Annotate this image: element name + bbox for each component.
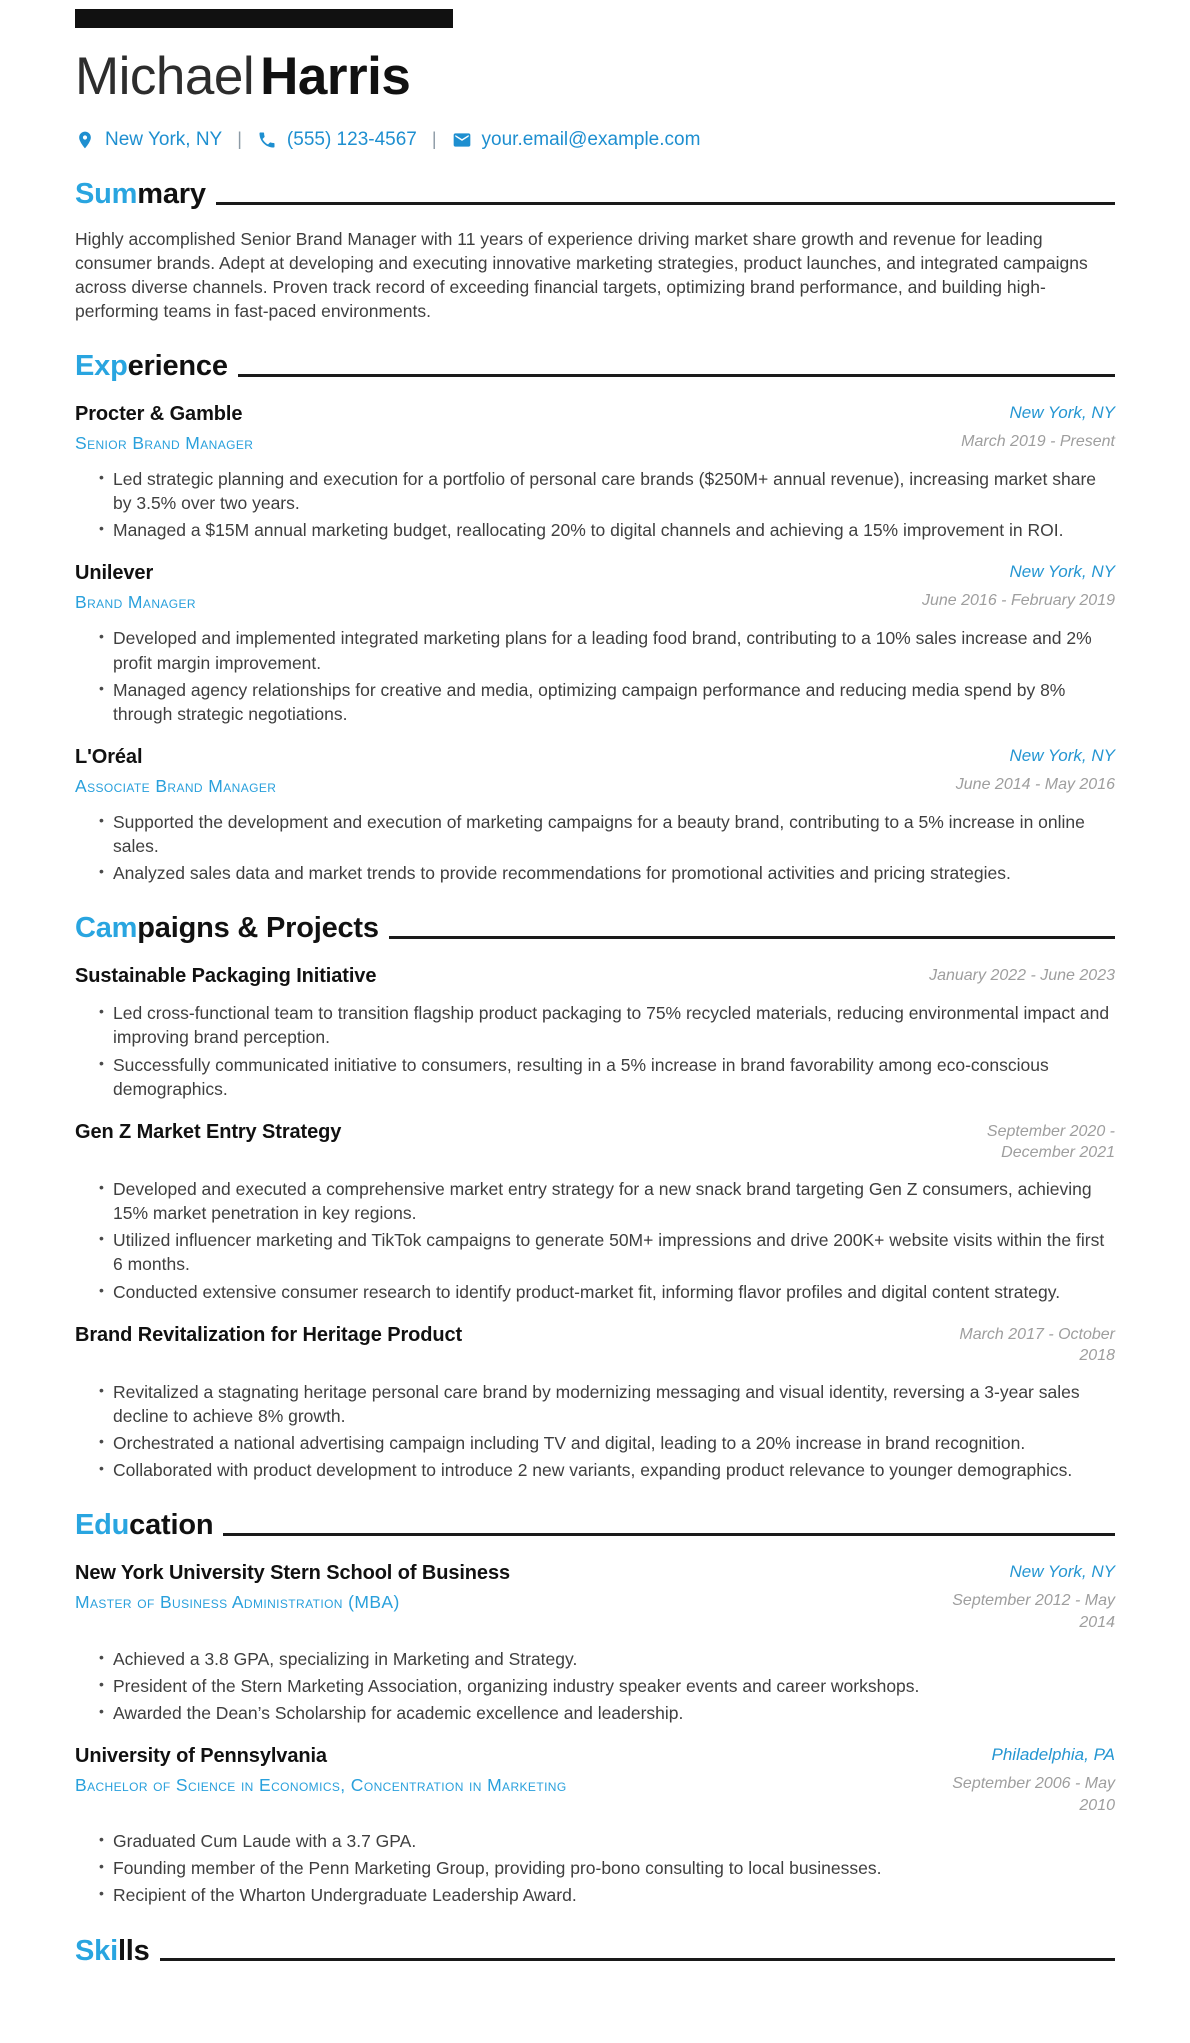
heading-accent: Sum (75, 177, 138, 210)
bullet-item: • Managed a $15M annual marketing budget, reallocating 20% to digital channels and achieving a 15% improvement in ROI. (113, 518, 1115, 542)
heading-rule (216, 202, 1115, 205)
contact-phone-text: (555) 123-4567 (286, 128, 417, 150)
bullet-item: • Collaborated with product development to introduce 2 new variants, expanding product relevance to younger demographics. (113, 1458, 1115, 1482)
heading-rest: erience (127, 350, 228, 383)
bullet-item: • Successfully communicated initiative to consumers, resulting in a 5% increase in brand favorability among eco-conscious demographics. (113, 1053, 1115, 1101)
contact-location (75, 129, 222, 151)
project-entry (75, 1324, 1115, 1483)
contact-row (75, 129, 1115, 151)
heading-rest: cation (129, 1509, 214, 1542)
entry-dates: September 2006 - May 2010 (952, 1774, 1115, 1814)
entry-dates: March 2019 - Present (961, 432, 1115, 450)
summary-paragraph: Highly accomplished Senior Brand Manager with 11 years of experience driving market share growth and revenue for leading consumer brands. Adept at developing and executing innovative marketing strategies, product launches, and integrated campaigns across diverse channels. Proven track record of exceeding financial targets, optimizing brand performance, and building high-performing teams in fast-paced environments. (75, 228, 1088, 321)
contact-separator: | (431, 129, 437, 150)
bullet-item: • Awarded the Dean’s Scholarship for academic excellence and leadership. (113, 1701, 1115, 1725)
school-name: New York University Stern School of Business (75, 1562, 510, 1585)
entry-dates: September 2020 - December 2021 (986, 1122, 1115, 1162)
bullet-list (75, 467, 1115, 542)
entry-location: New York, NY (1009, 1562, 1115, 1582)
bullet-item: • Supported the development and execution of marketing campaigns for a beauty brand, contributing to a 5% increase in online sales. (113, 810, 1115, 858)
heading-rest: mary (137, 177, 206, 210)
bullet-item: • Orchestrated a national advertising campaign including TV and digital, leading to a 20% increase in brand recognition. (113, 1431, 1115, 1455)
bullet-item: • Founding member of the Penn Marketing Group, providing pro-bono consulting to local businesses. (113, 1856, 1115, 1880)
contact-email-text: your.email@example.com (481, 128, 701, 150)
heading-accent: Edu (75, 1509, 130, 1542)
heading-accent: Cam (75, 912, 138, 945)
contact-separator: | (237, 129, 242, 150)
bullet-item: • Developed and executed a comprehensive market entry strategy for a new snack brand targeting Gen Z consumers, achieving 15% market penetration in key regions. (113, 1177, 1115, 1225)
bullet-list (75, 1177, 1115, 1304)
section-heading-experience (75, 351, 1115, 383)
experience-entry (75, 746, 1115, 885)
project-entry (75, 1121, 1115, 1304)
company-name: L'Oréal (75, 745, 143, 768)
person-name (75, 49, 1115, 105)
project-entry (75, 965, 1115, 1101)
school-name: University of Pennsylvania (75, 1744, 327, 1767)
education-entry (75, 1745, 1115, 1908)
bullet-item: • Utilized influencer marketing and TikTok campaigns to generate 50M+ impressions and drive 200K+ website visits within the first 6 months. (113, 1228, 1115, 1276)
bullet-list (75, 1647, 1115, 1725)
last-name: Harris (260, 47, 411, 106)
company-name: Procter & Gamble (75, 402, 243, 425)
top-accent-bar (75, 9, 453, 28)
project-title: Sustainable Packaging Initiative (75, 965, 377, 988)
envelope-icon (452, 130, 472, 150)
degree-title: Bachelor of Science in Economics, Concentration in Marketing (75, 1774, 567, 1795)
bullet-item: • Analyzed sales data and market trends to provide recommendations for promotional activities and pricing strategies. (113, 861, 1115, 885)
entry-location: New York, NY (1009, 402, 1115, 422)
contact-location-text: New York, NY (105, 128, 223, 150)
section-heading-summary (75, 179, 1115, 211)
entry-dates: June 2014 - May 2016 (955, 775, 1115, 793)
first-name: Michael (75, 47, 255, 106)
heading-rule (223, 1533, 1115, 1536)
heading-rule (238, 374, 1115, 377)
entry-dates: June 2016 - February 2019 (921, 592, 1115, 610)
bullet-list (75, 1001, 1115, 1101)
bullet-list (75, 810, 1115, 885)
bullet-item: • Graduated Cum Laude with a 3.7 GPA. (113, 1829, 1115, 1853)
bullet-item: • Led strategic planning and execution for a portfolio of personal care brands ($250M+ annual revenue), increasing market share by 3.5% over two years. (113, 467, 1115, 515)
job-title: Brand Manager (75, 592, 196, 613)
bullet-item: • Conducted extensive consumer research to identify product-market fit, informing flavor profiles and digital content strategy. (113, 1280, 1115, 1304)
heading-rule (389, 936, 1115, 939)
bullet-list (75, 1829, 1115, 1907)
bullet-item: • Achieved a 3.8 GPA, specializing in Marketing and Strategy. (113, 1647, 1115, 1671)
bullet-list (75, 626, 1115, 726)
location-pin-icon (75, 130, 95, 150)
heading-rest: paigns & Projects (137, 912, 379, 945)
bullet-item: • Revitalized a stagnating heritage personal care brand by modernizing messaging and visual identity, reversing a 3-year sales decline to achieve 8% growth. (113, 1380, 1115, 1428)
bullet-item: • Led cross-functional team to transition flagship product packaging to 75% recycled materials, reducing environmental impact and improving brand perception. (113, 1001, 1115, 1049)
entry-location: New York, NY (1009, 745, 1115, 765)
section-projects (75, 913, 1115, 1482)
section-experience (75, 351, 1115, 885)
entry-location: Philadelphia, PA (991, 1744, 1115, 1764)
heading-accent: Ski (75, 1934, 118, 1967)
bullet-item: • Developed and implemented integrated marketing plans for a leading food brand, contributing to a 10% sales increase and 2% profit margin improvement. (113, 626, 1115, 674)
bullet-item: • Recipient of the Wharton Undergraduate Leadership Award. (113, 1883, 1115, 1907)
job-title: Associate Brand Manager (75, 775, 277, 796)
degree-title: Master of Business Administration (MBA) (75, 1592, 400, 1613)
entry-dates: September 2012 - May 2014 (952, 1592, 1115, 1631)
section-summary (75, 179, 1115, 323)
experience-entry (75, 562, 1115, 726)
heading-accent: Exp (75, 350, 128, 383)
section-heading-projects (75, 913, 1115, 945)
contact-email (452, 129, 701, 151)
experience-entry (75, 403, 1115, 542)
company-name: Unilever (75, 562, 154, 585)
entry-dates: January 2022 - June 2023 (929, 967, 1115, 985)
bullet-list (75, 1380, 1115, 1483)
section-heading-education (75, 1510, 1115, 1542)
project-title: Brand Revitalization for Heritage Product (75, 1323, 463, 1346)
heading-rule (160, 1958, 1115, 1961)
contact-phone (257, 129, 417, 151)
bullet-item: • Managed agency relationships for creative and media, optimizing campaign performance and reducing media spend by 8% through strategic negotiations. (113, 678, 1115, 726)
entry-location: New York, NY (1009, 562, 1115, 582)
section-heading-skills (75, 1936, 1115, 1968)
education-entry (75, 1562, 1115, 1725)
section-skills (75, 1936, 1115, 1968)
phone-icon (257, 130, 277, 150)
job-title: Senior Brand Manager (75, 432, 254, 453)
heading-rest: lls (117, 1934, 150, 1967)
bullet-item: • President of the Stern Marketing Association, organizing industry speaker events and career workshops. (113, 1674, 1115, 1698)
project-title: Gen Z Market Entry Strategy (75, 1120, 342, 1143)
section-education (75, 1510, 1115, 1907)
entry-dates: March 2017 - October 2018 (959, 1325, 1115, 1365)
